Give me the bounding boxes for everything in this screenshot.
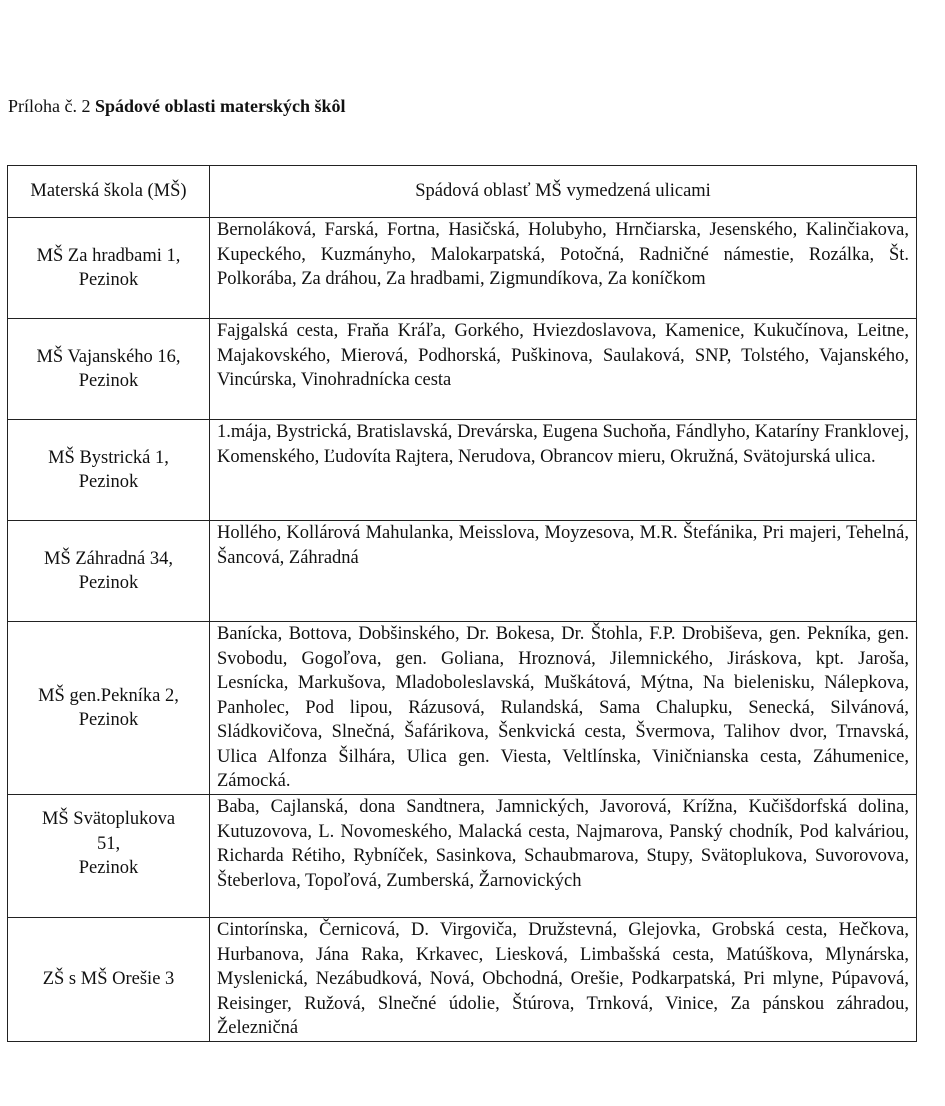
streets-cell: Fajgalská cesta, Fraňa Kráľa, Gorkého, Hviezdoslavova, Kamenice, Kukučínova, Leitne, Majakovského, Mierová, Podhorská, Puškinova, Saulaková, SNP, Tolstého, Vajanského, Vincúrska, Vinohradnícka cesta [210, 319, 917, 420]
streets-cell: Cintorínska, Černicová, D. Virgoviča, Družstevná, Glejovka, Grobská cesta, Hečkova, Hurbanova, Jána Raka, Krkavec, Liesková, Limbašská cesta, Matúškova, Mlynárska, Myslenická, Nezábudková, Nová, Obchodná, Orešie, Podkarpatská, Pri mlyne, Púpavová, Reisinger, Ružová, Slnečné údolie, Štúrova, Trnková, Vinice, Za pánskou záhradou, Železničná [210, 918, 917, 1042]
school-cell [8, 622, 210, 795]
table-row [8, 420, 917, 521]
column-header-school: Materská škola (MŠ) [8, 166, 210, 218]
school-town-line: Pezinok [78, 710, 139, 730]
school-name-line: MŠ Bystrická 1, [48, 447, 169, 468]
school-name-line: MŠ Svätoplukova [41, 809, 176, 829]
streets-cell: Baba, Cajlanská, dona Sandtnera, Jamnických, Javorová, Krížna, Kučišdorfská dolina, Kutuzovova, L. Novomeského, Malacká cesta, Najmarova, Panský chodník, Pod kalváriou, Richarda Rétiho, Rybníček, Sasinkova, Schaubmarova, Stupy, Svätoplukova, Suvorovova, Šteberlova, Topoľová, Zumberská, Žarnovických [210, 795, 917, 918]
streets-cell: Hollého, Kollárová Mahulanka, Meisslova, Moyzesova, M.R. Štefánika, Pri majeri, Tehelná, Šancová, Záhradná [210, 521, 917, 622]
table-row [8, 795, 917, 918]
streets-cell: 1.mája, Bystrická, Bratislavská, Drevárska, Eugena Suchoňa, Fándlyho, Kataríny Franklovej, Komenského, Ľudovíta Rajtera, Nerudova, Obrancov mieru, Okružná, Svätojurská ulica. [210, 420, 917, 521]
table-row [8, 218, 917, 319]
school-name-line: MŠ Záhradná 34, [44, 548, 173, 569]
school-name-line: ZŠ s MŠ Orešie 3 [42, 969, 175, 990]
school-cell [8, 319, 210, 420]
document-heading [8, 95, 346, 117]
school-town-line: Pezinok [78, 858, 139, 878]
school-town-line: Pezinok [78, 472, 139, 492]
table-row [8, 319, 917, 420]
school-cell [8, 795, 210, 918]
school-town-line: Pezinok [78, 371, 139, 391]
school-town-line: Pezinok [78, 270, 139, 290]
table-row [8, 918, 917, 1042]
school-name-line: MŠ gen.Pekníka 2, [38, 685, 179, 706]
school-cell [8, 918, 210, 1042]
heading-prefix: Príloha č. 2 [8, 96, 91, 116]
column-header-streets: Spádová oblasť MŠ vymedzená ulicami [210, 166, 917, 218]
school-town-line: Pezinok [78, 573, 139, 593]
streets-cell: Banícka, Bottova, Dobšinského, Dr. Bokesa, Dr. Štohla, F.P. Drobiševa, gen. Pekníka, gen. Svobodu, Gogoľova, gen. Goliana, Hroznová, Jilemnického, Jiráskova, kpt. Jaroša, Lesnícka, Markušova, Mladoboleslavská, Muškátová, Mýtna, Na bielenisku, Nálepkova, Panholec, Pod lipou, Rázusová, Rulandská, Sama Chalupku, Senecká, Silvánová, Sládkovičova, Slnečná, Šafárikova, Šenkvická cesta, Švermova, Talihov dvor, Trnavská, Ulica Alfonza Šilhára, Ulica gen. Viesta, Veltlínska, Viničnianska cesta, Záhumenice, Zámocká. [210, 622, 917, 795]
catchment-areas-table [7, 165, 917, 1042]
school-cell [8, 420, 210, 521]
table-row [8, 521, 917, 622]
school-cell [8, 218, 210, 319]
streets-cell: Bernoláková, Farská, Fortna, Hasičská, Holubyho, Hrnčiarska, Jesenského, Kalinčiakova, Kupeckého, Kuzmányho, Malokarpatská, Potočná, Radničné námestie, Rozálka, Št. Polkorába, Za dráhou, Za hradbami, Zigmundíkova, Za koníčkom [210, 218, 917, 319]
table-row [8, 622, 917, 795]
school-cell [8, 521, 210, 622]
table-header-row [8, 166, 917, 218]
school-number-line: 51, [96, 833, 121, 854]
school-name-line: MŠ Za hradbami 1, [36, 245, 181, 266]
school-name-line: MŠ Vajanského 16, [36, 346, 181, 367]
heading-title: Spádové oblasti materských škôl [95, 96, 346, 116]
